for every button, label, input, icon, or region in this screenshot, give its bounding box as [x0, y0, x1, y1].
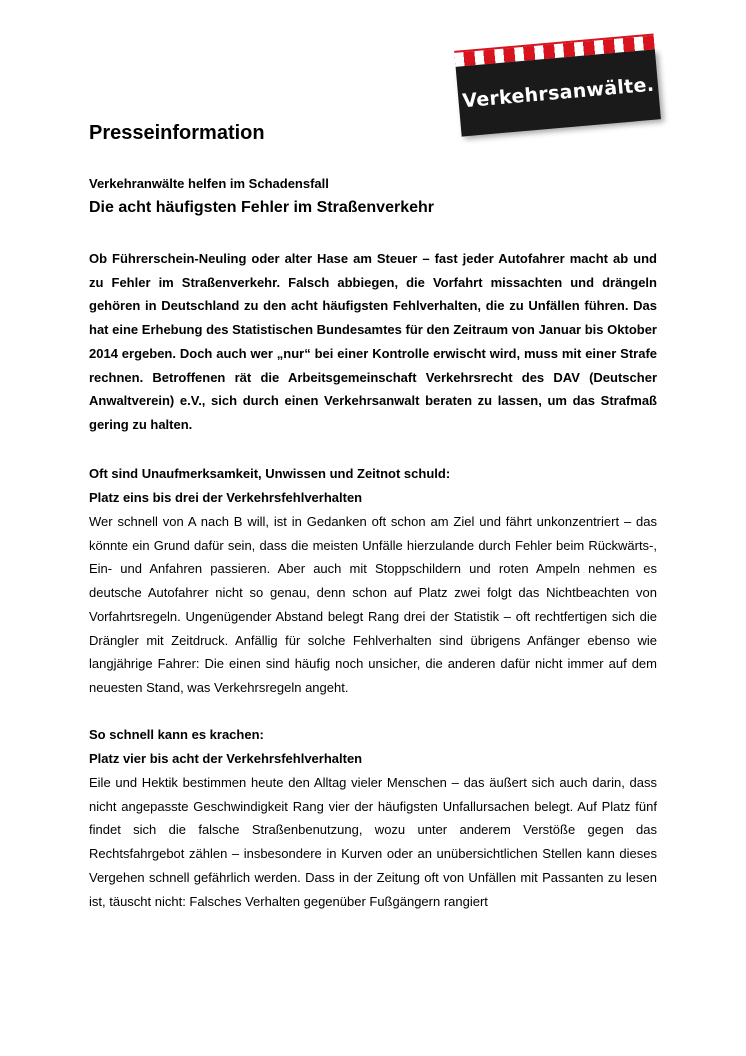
section2-paragraph: Eile und Hektik bestimmen heute den Alltag vieler Menschen – das äußert sich auch darin, dass nicht angepasste Geschwindigkeit Rang vier der häufigsten Unfallursachen belegt. Auf Platz fünf findet sich die falsche Straßenbenutzung, wozu unter anderem Verstöße gegen das Rechtsfahrgebot zählen – insbesondere in Kurven oder an unübersichtlichen Stellen kann dieses Vergehen schnell gefährlich werden. Dass in der Zeitung oft von Unfällen mit Passanten zu lesen ist, täuscht nicht: Falsches Verhalten gegenüber Fußgängern rangiert: [89, 775, 657, 909]
section1-paragraph: Wer schnell von A nach B will, ist in Gedanken oft schon am Ziel und fährt unkonzentriert – das könnte ein Grund dafür sein, dass die meisten Unfälle hierzulande durch Fehler beim Rückwärts-, Ein- und Anfahren passieren. Aber auch mit Stoppschildern und roten Ampeln nehmen es deutsche Autofahrer nicht so genau, denn schon auf Platz zwei folgt das Nichtbeachten von Vorfahrtsregeln. Ungenügender Abstand belegt Rang drei der Statistik – oft rechtfertigen sich die Drängler mit Zeitdruck. Anfällig für solche Fehlverhalten sind übrigens Anfänger ebenso wie langjährige Fahrer: Die einen sind häufig noch unsicher, die anderen dafür nicht immer auf dem neuesten Stand, was Verkehrsregeln angeht.: [89, 514, 657, 695]
kicker: Verkehranwälte helfen im Schadensfall: [89, 176, 329, 191]
section2-subheading: Platz vier bis acht der Verkehrsfehlverhalten: [89, 751, 363, 766]
headline: Die acht häufigsten Fehler im Straßenverkehr: [89, 199, 434, 216]
page-title: Presseinformation: [89, 122, 265, 144]
section1-subheading: Platz eins bis drei der Verkehrsfehlverhalten: [89, 490, 363, 505]
logo-text: Verkehrsanwälte.: [461, 73, 656, 113]
section1-heading: Oft sind Unaufmerksamkeit, Unwissen und Zeitnot schuld:: [89, 466, 451, 481]
section2-heading: So schnell kann es krachen:: [89, 727, 264, 742]
brand-logo: [454, 33, 662, 146]
lead-paragraph: Ob Führerschein-Neuling oder alter Hase am Steuer – fast jeder Autofahrer macht ab und zu Fehler im Straßenverkehr. Falsch abbiegen, die Vorfahrt missachten und drängeln gehören in Deutschland zu den acht häufigsten Fehlverhalten, die zu Unfällen führen. Das hat eine Erhebung des Statistischen Bundesamtes für den Zeitraum von Januar bis Oktober 2014 ergeben. Doch auch wer „nur“ bei einer Kontrolle erwischt wird, muss mit einer Strafe rechnen. Betroffenen rät die Arbeitsgemeinschaft Verkehrsrecht des DAV (Deutscher Anwaltverein) e.V., sich durch einen Verkehrsanwalt beraten zu lassen, um das Strafmaß gering zu halten.: [89, 251, 657, 432]
